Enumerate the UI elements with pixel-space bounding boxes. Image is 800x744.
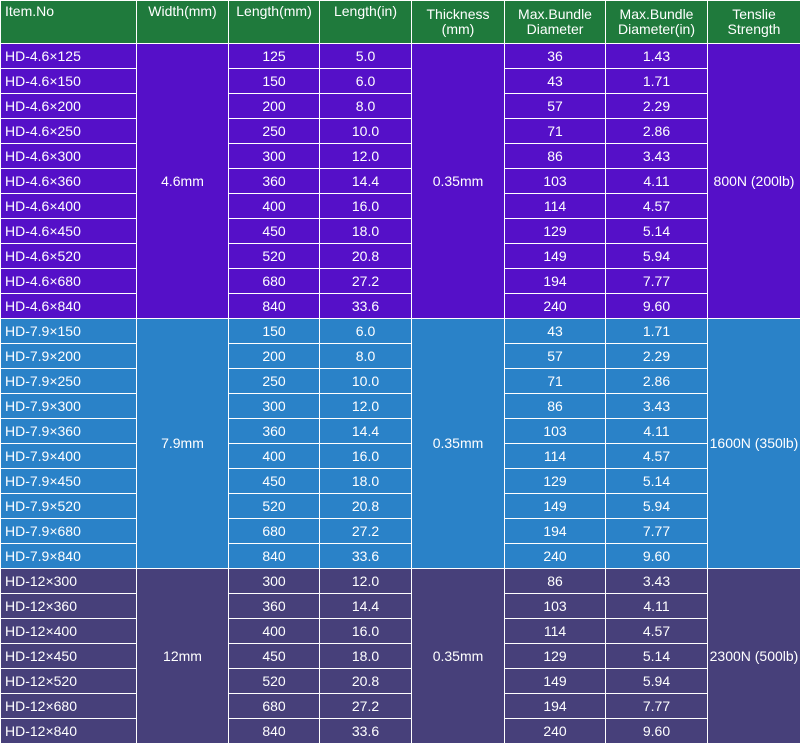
max-bundle-diameter-in-cell: 2.86 bbox=[606, 119, 708, 144]
item-no-cell: HD-7.9×150 bbox=[1, 319, 137, 344]
table-row bbox=[1, 719, 800, 744]
max-bundle-diameter-cell: 71 bbox=[505, 369, 606, 394]
length-in-cell: 12.0 bbox=[320, 144, 412, 169]
max-bundle-diameter-cell: 43 bbox=[505, 319, 606, 344]
item-no-cell: HD-7.9×840 bbox=[1, 544, 137, 569]
thickness-cell: 0.35mm bbox=[412, 44, 505, 319]
max-bundle-diameter-in-cell: 4.57 bbox=[606, 444, 708, 469]
table-row bbox=[1, 69, 800, 94]
length-in-cell: 20.8 bbox=[320, 669, 412, 694]
length-in-cell: 33.6 bbox=[320, 719, 412, 744]
tensile-strength-cell: 800N (200lb) bbox=[708, 44, 800, 319]
max-bundle-diameter-in-cell: 9.60 bbox=[606, 294, 708, 319]
length-in-cell: 27.2 bbox=[320, 269, 412, 294]
item-no-cell: HD-4.6×200 bbox=[1, 94, 137, 119]
max-bundle-diameter-in-cell: 4.11 bbox=[606, 594, 708, 619]
length-mm-cell: 840 bbox=[229, 719, 320, 744]
length-in-cell: 18.0 bbox=[320, 469, 412, 494]
thickness-cell: 0.35mm bbox=[412, 319, 505, 569]
table-row bbox=[1, 319, 800, 344]
max-bundle-diameter-cell: 149 bbox=[505, 669, 606, 694]
table-row bbox=[1, 694, 800, 719]
table-row bbox=[1, 244, 800, 269]
header-thickness: Thickness (mm) bbox=[412, 1, 505, 44]
max-bundle-diameter-in-cell: 7.77 bbox=[606, 269, 708, 294]
max-bundle-diameter-cell: 43 bbox=[505, 69, 606, 94]
max-bundle-diameter-cell: 149 bbox=[505, 494, 606, 519]
length-in-cell: 8.0 bbox=[320, 344, 412, 369]
max-bundle-diameter-in-cell: 2.29 bbox=[606, 94, 708, 119]
item-no-cell: HD-4.6×680 bbox=[1, 269, 137, 294]
table-row bbox=[1, 369, 800, 394]
length-mm-cell: 680 bbox=[229, 269, 320, 294]
length-mm-cell: 150 bbox=[229, 69, 320, 94]
length-mm-cell: 840 bbox=[229, 544, 320, 569]
item-no-cell: HD-4.6×360 bbox=[1, 169, 137, 194]
max-bundle-diameter-in-cell: 1.71 bbox=[606, 69, 708, 94]
length-mm-cell: 520 bbox=[229, 244, 320, 269]
max-bundle-diameter-cell: 71 bbox=[505, 119, 606, 144]
item-no-cell: HD-7.9×520 bbox=[1, 494, 137, 519]
header-tensile-strength: Tenslie Strength bbox=[708, 1, 800, 44]
header-row bbox=[1, 1, 800, 44]
item-no-cell: HD-4.6×250 bbox=[1, 119, 137, 144]
max-bundle-diameter-cell: 103 bbox=[505, 419, 606, 444]
length-in-cell: 20.8 bbox=[320, 244, 412, 269]
item-no-cell: HD-4.6×840 bbox=[1, 294, 137, 319]
length-in-cell: 16.0 bbox=[320, 444, 412, 469]
length-in-cell: 16.0 bbox=[320, 194, 412, 219]
item-no-cell: HD-4.6×150 bbox=[1, 69, 137, 94]
max-bundle-diameter-in-cell: 2.29 bbox=[606, 344, 708, 369]
length-mm-cell: 300 bbox=[229, 569, 320, 594]
item-no-cell: HD-12×300 bbox=[1, 569, 137, 594]
max-bundle-diameter-in-cell: 4.57 bbox=[606, 619, 708, 644]
length-in-cell: 12.0 bbox=[320, 394, 412, 419]
length-mm-cell: 520 bbox=[229, 669, 320, 694]
length-in-cell: 8.0 bbox=[320, 94, 412, 119]
max-bundle-diameter-in-cell: 4.57 bbox=[606, 194, 708, 219]
length-mm-cell: 400 bbox=[229, 619, 320, 644]
length-in-cell: 27.2 bbox=[320, 694, 412, 719]
tensile-strength-cell: 1600N (350lb) bbox=[708, 319, 800, 569]
max-bundle-diameter-in-cell: 4.11 bbox=[606, 419, 708, 444]
max-bundle-diameter-cell: 194 bbox=[505, 519, 606, 544]
length-mm-cell: 400 bbox=[229, 194, 320, 219]
length-mm-cell: 200 bbox=[229, 344, 320, 369]
max-bundle-diameter-in-cell: 3.43 bbox=[606, 394, 708, 419]
max-bundle-diameter-in-cell: 5.14 bbox=[606, 219, 708, 244]
length-in-cell: 14.4 bbox=[320, 169, 412, 194]
length-mm-cell: 150 bbox=[229, 319, 320, 344]
width-cell: 4.6mm bbox=[137, 44, 229, 319]
length-mm-cell: 450 bbox=[229, 469, 320, 494]
length-mm-cell: 300 bbox=[229, 394, 320, 419]
table-row bbox=[1, 344, 800, 369]
length-in-cell: 6.0 bbox=[320, 69, 412, 94]
length-in-cell: 14.4 bbox=[320, 594, 412, 619]
item-no-cell: HD-7.9×360 bbox=[1, 419, 137, 444]
table-row bbox=[1, 519, 800, 544]
header-max-bundle-diameter: Max.Bundle Diameter bbox=[505, 1, 606, 44]
max-bundle-diameter-cell: 194 bbox=[505, 269, 606, 294]
max-bundle-diameter-cell: 129 bbox=[505, 219, 606, 244]
item-no-cell: HD-12×680 bbox=[1, 694, 137, 719]
table-row bbox=[1, 44, 800, 69]
table-row bbox=[1, 644, 800, 669]
max-bundle-diameter-cell: 129 bbox=[505, 469, 606, 494]
max-bundle-diameter-cell: 86 bbox=[505, 144, 606, 169]
max-bundle-diameter-in-cell: 5.94 bbox=[606, 494, 708, 519]
length-mm-cell: 400 bbox=[229, 444, 320, 469]
length-in-cell: 27.2 bbox=[320, 519, 412, 544]
length-mm-cell: 450 bbox=[229, 644, 320, 669]
item-no-cell: HD-12×400 bbox=[1, 619, 137, 644]
item-no-cell: HD-4.6×450 bbox=[1, 219, 137, 244]
length-in-cell: 16.0 bbox=[320, 619, 412, 644]
length-in-cell: 20.8 bbox=[320, 494, 412, 519]
max-bundle-diameter-in-cell: 4.11 bbox=[606, 169, 708, 194]
max-bundle-diameter-cell: 57 bbox=[505, 344, 606, 369]
max-bundle-diameter-cell: 103 bbox=[505, 594, 606, 619]
table-row bbox=[1, 119, 800, 144]
max-bundle-diameter-in-cell: 9.60 bbox=[606, 719, 708, 744]
table-row bbox=[1, 444, 800, 469]
table-row bbox=[1, 294, 800, 319]
item-no-cell: HD-12×360 bbox=[1, 594, 137, 619]
length-mm-cell: 125 bbox=[229, 44, 320, 69]
item-no-cell: HD-12×450 bbox=[1, 644, 137, 669]
header-width: Width(mm) bbox=[137, 1, 229, 44]
length-in-cell: 14.4 bbox=[320, 419, 412, 444]
width-cell: 7.9mm bbox=[137, 319, 229, 569]
item-no-cell: HD-12×840 bbox=[1, 719, 137, 744]
length-in-cell: 33.6 bbox=[320, 294, 412, 319]
item-no-cell: HD-7.9×400 bbox=[1, 444, 137, 469]
length-mm-cell: 680 bbox=[229, 694, 320, 719]
table-row bbox=[1, 219, 800, 244]
max-bundle-diameter-cell: 194 bbox=[505, 694, 606, 719]
max-bundle-diameter-cell: 57 bbox=[505, 94, 606, 119]
item-no-cell: HD-7.9×680 bbox=[1, 519, 137, 544]
table-row bbox=[1, 569, 800, 594]
table-row bbox=[1, 269, 800, 294]
length-mm-cell: 250 bbox=[229, 119, 320, 144]
table-row bbox=[1, 594, 800, 619]
max-bundle-diameter-cell: 129 bbox=[505, 644, 606, 669]
tensile-strength-cell: 2300N (500lb) bbox=[708, 569, 800, 744]
max-bundle-diameter-in-cell: 2.86 bbox=[606, 369, 708, 394]
table-row bbox=[1, 469, 800, 494]
length-in-cell: 12.0 bbox=[320, 569, 412, 594]
table-row bbox=[1, 394, 800, 419]
length-mm-cell: 200 bbox=[229, 94, 320, 119]
table-row bbox=[1, 544, 800, 569]
item-no-cell: HD-4.6×520 bbox=[1, 244, 137, 269]
max-bundle-diameter-cell: 36 bbox=[505, 44, 606, 69]
max-bundle-diameter-in-cell: 5.94 bbox=[606, 244, 708, 269]
max-bundle-diameter-in-cell: 1.43 bbox=[606, 44, 708, 69]
header-length-in: Length(in) bbox=[320, 1, 412, 44]
item-no-cell: HD-7.9×300 bbox=[1, 394, 137, 419]
item-no-cell: HD-4.6×400 bbox=[1, 194, 137, 219]
length-in-cell: 10.0 bbox=[320, 369, 412, 394]
max-bundle-diameter-in-cell: 7.77 bbox=[606, 694, 708, 719]
max-bundle-diameter-in-cell: 5.14 bbox=[606, 469, 708, 494]
length-in-cell: 18.0 bbox=[320, 219, 412, 244]
table-row bbox=[1, 194, 800, 219]
item-no-cell: HD-4.6×125 bbox=[1, 44, 137, 69]
max-bundle-diameter-cell: 240 bbox=[505, 719, 606, 744]
length-mm-cell: 680 bbox=[229, 519, 320, 544]
max-bundle-diameter-cell: 86 bbox=[505, 394, 606, 419]
max-bundle-diameter-cell: 103 bbox=[505, 169, 606, 194]
max-bundle-diameter-cell: 114 bbox=[505, 619, 606, 644]
max-bundle-diameter-cell: 149 bbox=[505, 244, 606, 269]
max-bundle-diameter-in-cell: 5.14 bbox=[606, 644, 708, 669]
item-no-cell: HD-7.9×200 bbox=[1, 344, 137, 369]
max-bundle-diameter-in-cell: 3.43 bbox=[606, 569, 708, 594]
max-bundle-diameter-in-cell: 5.94 bbox=[606, 669, 708, 694]
max-bundle-diameter-cell: 240 bbox=[505, 294, 606, 319]
length-mm-cell: 360 bbox=[229, 169, 320, 194]
length-in-cell: 6.0 bbox=[320, 319, 412, 344]
max-bundle-diameter-in-cell: 7.77 bbox=[606, 519, 708, 544]
table-body bbox=[1, 44, 800, 744]
length-mm-cell: 360 bbox=[229, 594, 320, 619]
max-bundle-diameter-cell: 86 bbox=[505, 569, 606, 594]
header-length-mm: Length(mm) bbox=[229, 1, 320, 44]
length-mm-cell: 250 bbox=[229, 369, 320, 394]
table-row bbox=[1, 94, 800, 119]
table-row bbox=[1, 669, 800, 694]
length-in-cell: 10.0 bbox=[320, 119, 412, 144]
max-bundle-diameter-in-cell: 3.43 bbox=[606, 144, 708, 169]
length-in-cell: 33.6 bbox=[320, 544, 412, 569]
item-no-cell: HD-7.9×250 bbox=[1, 369, 137, 394]
header-item-no: Item.No bbox=[1, 1, 137, 44]
length-in-cell: 5.0 bbox=[320, 44, 412, 69]
table-row bbox=[1, 619, 800, 644]
length-mm-cell: 520 bbox=[229, 494, 320, 519]
item-no-cell: HD-4.6×300 bbox=[1, 144, 137, 169]
max-bundle-diameter-cell: 114 bbox=[505, 444, 606, 469]
length-mm-cell: 360 bbox=[229, 419, 320, 444]
table-row bbox=[1, 419, 800, 444]
length-mm-cell: 450 bbox=[229, 219, 320, 244]
item-no-cell: HD-12×520 bbox=[1, 669, 137, 694]
thickness-cell: 0.35mm bbox=[412, 569, 505, 744]
table-row bbox=[1, 144, 800, 169]
table-row bbox=[1, 494, 800, 519]
length-mm-cell: 840 bbox=[229, 294, 320, 319]
table-row bbox=[1, 169, 800, 194]
length-in-cell: 18.0 bbox=[320, 644, 412, 669]
item-no-cell: HD-7.9×450 bbox=[1, 469, 137, 494]
max-bundle-diameter-in-cell: 9.60 bbox=[606, 544, 708, 569]
width-cell: 12mm bbox=[137, 569, 229, 744]
max-bundle-diameter-cell: 240 bbox=[505, 544, 606, 569]
length-mm-cell: 300 bbox=[229, 144, 320, 169]
header-max-bundle-diameter-in: Max.Bundle Diameter(in) bbox=[606, 1, 708, 44]
max-bundle-diameter-in-cell: 1.71 bbox=[606, 319, 708, 344]
max-bundle-diameter-cell: 114 bbox=[505, 194, 606, 219]
